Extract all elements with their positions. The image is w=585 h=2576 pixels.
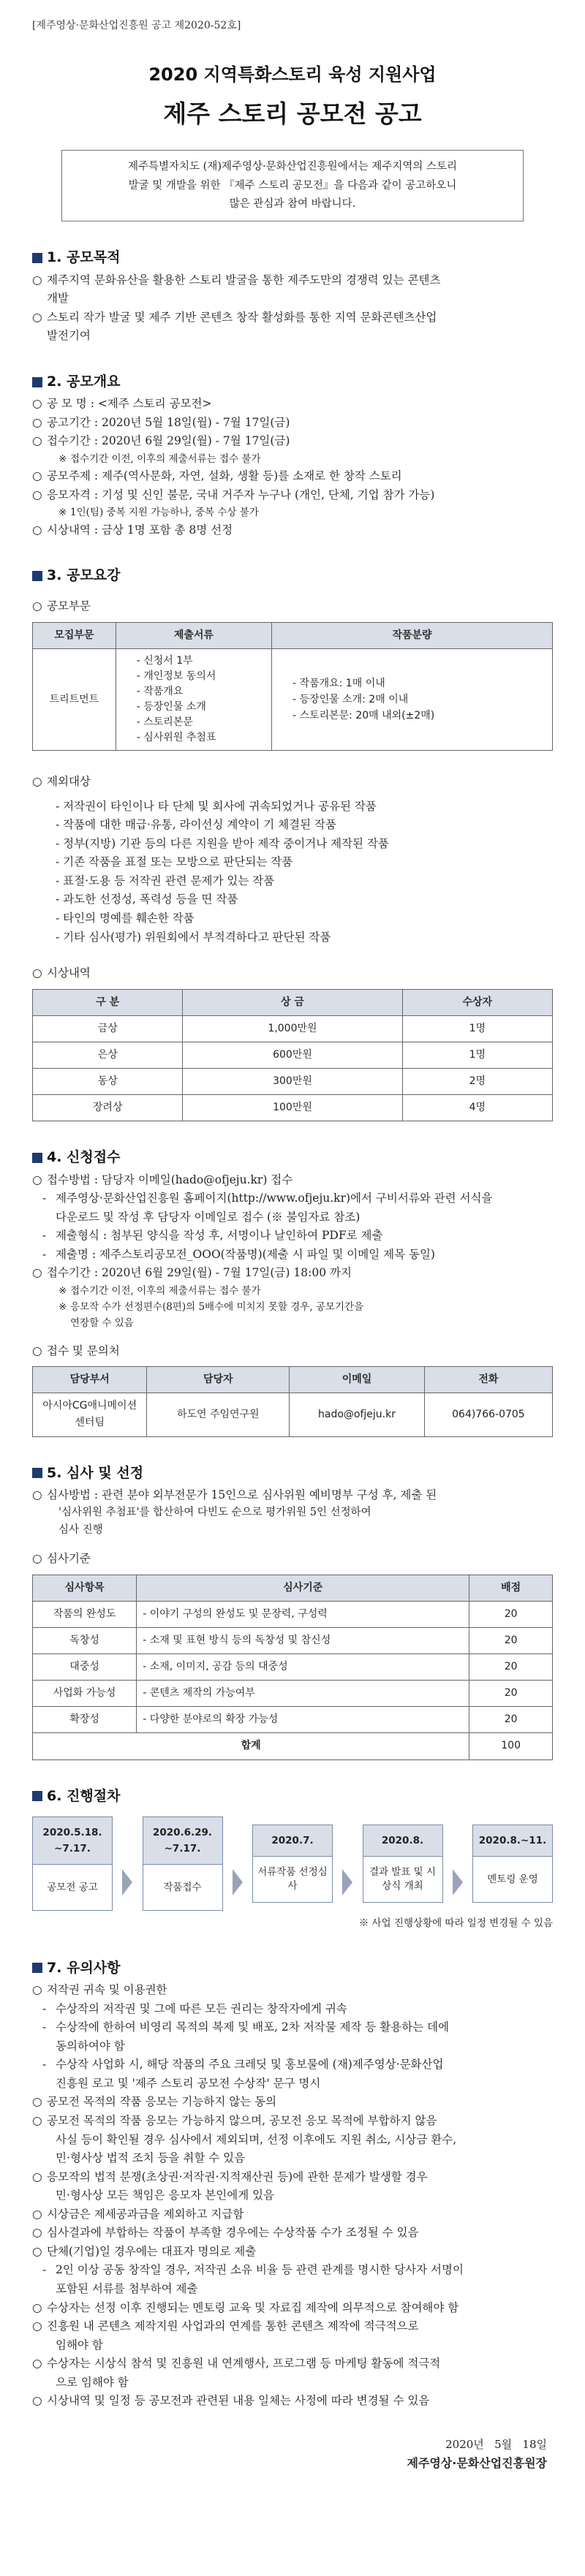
table-cell: 064)766-0705 <box>424 1393 552 1436</box>
list-item-text: 접수기간 : 2020년 6월 29일(월) - 7월 17일(금) 18:00 까지 <box>47 1266 352 1280</box>
circle-bullet-icon: ○ <box>32 775 42 789</box>
table-cell: 20 <box>469 1628 553 1654</box>
exclusion-list <box>32 798 553 947</box>
list-item-text: 제출명 : 제주스토리공모전_OOO(작품명)(제출 시 파일 및 이메일 제목 동일) <box>56 1247 435 1261</box>
table-cell: 아시아CG애니메이션 센터팀 <box>33 1393 147 1436</box>
list-item-text: 단체(기업)일 경우에는 대표자 명의로 제출 <box>47 2244 257 2258</box>
circle-bullet-icon: ○ <box>32 2319 42 2333</box>
contact-table <box>32 1366 553 1436</box>
list-item-text: 제출형식 : 첨부된 양식을 작성 후, 서명이나 날인하여 PDF로 제출 <box>56 1229 383 1243</box>
process-step <box>363 1825 443 1903</box>
section-application <box>32 1146 553 1436</box>
exclusion-item: - 기존 작품을 표절 또는 모방으로 판단되는 작품 <box>56 855 293 869</box>
arrow-right-icon <box>342 1869 352 1895</box>
circle-bullet-icon: ○ <box>32 1344 42 1357</box>
table-cell: 장려상 <box>33 1095 183 1121</box>
list-item <box>32 1208 553 1227</box>
arrow-right-icon <box>453 1869 463 1895</box>
section-heading-text: 3. 공모요강 <box>47 567 121 584</box>
list-item-text: 접수기간 : 2020년 6월 29일(월) - 7월 17일(금) <box>47 434 290 448</box>
list-item-text: 공모주제 : 제주(역사문화, 자연, 설화, 생활 등)를 소재로 한 창작 스토리 <box>47 469 402 483</box>
section-notes <box>32 1957 553 2411</box>
section-heading <box>32 246 553 269</box>
table-header: 배점 <box>469 1575 553 1601</box>
subheading-text: 시상내역 <box>47 966 91 980</box>
table-cell: 은상 <box>33 1042 183 1068</box>
list-item-text: 심사방법 : 관련 분야 외부전문가 15인으로 심사위원 예비명부 구성 후, 제출 된 <box>47 1488 437 1501</box>
page-subtitle: 제주 스토리 공모전 공고 <box>163 99 422 128</box>
table-header: 작품분량 <box>272 623 553 649</box>
table-row <box>33 1095 553 1121</box>
section-heading <box>32 1957 553 1980</box>
list-item-text: 제주지역 문화유산을 활용한 스토리 발굴을 통한 제주도만의 경쟁력 있는 콘텐츠 <box>47 273 441 287</box>
section-heading <box>32 1785 553 1808</box>
list-item <box>32 1315 553 1331</box>
table-cell: 100만원 <box>183 1095 402 1121</box>
doc-item: - 등장인물 소개 <box>136 701 206 713</box>
list-item-text: 진흥원 로고 및 '제주 스토리 공모전 수상작' 문구 명시 <box>56 2076 321 2090</box>
list-item-text: 응모작 수가 선정편수(8편)의 5배수에 미치지 못할 경우, 공모기간을 <box>70 1301 364 1314</box>
circle-bullet-icon: ○ <box>32 2113 42 2127</box>
table-header: 담당부서 <box>33 1367 147 1393</box>
list-item <box>32 2037 553 2056</box>
step-date: 2020.8.~11. <box>473 1825 552 1857</box>
list-item <box>32 2392 553 2411</box>
list-item-text: 으로 임해야 함 <box>56 2375 129 2389</box>
step-label: 서류작품 선정심사 <box>257 1866 328 1893</box>
list-item <box>32 1522 553 1539</box>
table-row <box>33 1681 553 1707</box>
category-table <box>32 622 553 751</box>
list-item-text: 민·형사상 법적 조치 등을 취할 수 있음 <box>56 2151 246 2165</box>
circle-bullet-icon: ○ <box>32 1488 42 1501</box>
circle-bullet-icon: ○ <box>32 2357 42 2371</box>
list-item-text: 1인(팀) 중복 지원 가능하나, 중복 수상 불가 <box>70 507 259 519</box>
amount-item: - 등장인물 소개: 2매 이내 <box>292 693 409 705</box>
circle-bullet-icon: ○ <box>32 415 42 429</box>
step-date: 2020.8. <box>363 1825 442 1857</box>
circle-bullet-icon: ○ <box>32 2244 42 2258</box>
subheading-text: 공모부문 <box>47 599 91 613</box>
step-label: 작품접수 <box>163 1881 202 1893</box>
circle-bullet-icon: ○ <box>32 2207 42 2221</box>
process-flow <box>32 1817 553 1912</box>
table-cell: 2명 <box>402 1069 552 1095</box>
list-item <box>32 2000 553 2019</box>
list-item <box>32 1246 553 1265</box>
table-header: 담당자 <box>147 1367 290 1393</box>
table-cell: 20 <box>469 1681 553 1707</box>
list-item <box>32 2186 553 2205</box>
list-item <box>32 2168 553 2187</box>
list-item-text: 수상자는 선정 이후 진행되는 멘토링 교육 및 자료집 제작에 의무적으로 참여해야 함 <box>47 2300 459 2314</box>
section-heading-text: 1. 공모목적 <box>47 249 121 266</box>
dash-bullet-icon: - <box>42 2263 47 2277</box>
section-heading <box>32 1146 553 1169</box>
intro-line: 많은 관심과 참여 바랍니다. <box>229 197 356 210</box>
list-item <box>32 2374 553 2393</box>
list-item <box>32 2336 553 2355</box>
list-item <box>32 2317 553 2336</box>
exclusion-item: - 타인의 명예를 훼손한 작품 <box>56 912 195 925</box>
circle-bullet-icon: ○ <box>32 2095 42 2109</box>
review-list <box>32 1486 553 1539</box>
reference-mark-icon: ※ <box>58 507 67 519</box>
list-item <box>32 289 553 308</box>
reference-mark-icon: ※ <box>58 452 67 465</box>
square-bullet-icon <box>32 377 42 387</box>
doc-item: - 신청서 1부 <box>136 655 193 667</box>
section-heading-text: 7. 유의사항 <box>47 1959 121 1976</box>
section-guidelines <box>32 564 553 1121</box>
list-item-text: 공 모 명 : <제주 스토리 공모전> <box>47 397 212 411</box>
list-item-text: 응모자격 : 기성 및 신인 불문, 국내 거주자 누구나 (개인, 단체, 기업 참가 가능) <box>47 488 435 501</box>
square-bullet-icon <box>32 1468 42 1478</box>
list-item <box>32 2261 553 2280</box>
list-item-text: 응모작의 법적 분쟁(초상권·저작권·지적재산권 등)에 관한 문제가 발생할 경우 <box>47 2170 428 2183</box>
list-item-text: 다운로드 및 작성 후 담당자 이메일로 접수 (※ 불임자료 참조) <box>56 1210 361 1224</box>
list-item <box>32 2355 553 2374</box>
list-item <box>32 1981 553 2000</box>
table-cell: 300만원 <box>183 1069 402 1095</box>
table-cell: - 다양한 분야로의 확장 가능성 <box>137 1707 469 1733</box>
table-cell: 독창성 <box>33 1628 137 1654</box>
list-item <box>32 1264 553 1283</box>
process-step <box>143 1817 223 1912</box>
subheading <box>32 1550 553 1569</box>
dash-bullet-icon: - <box>42 1192 47 1205</box>
table-cell: - 이야기 구성의 완성도 및 문장력, 구성력 <box>137 1601 469 1627</box>
list-item-text: 접수기간 이전, 이후의 제출서류는 접수 불가 <box>70 452 261 465</box>
prize-table <box>32 989 553 1121</box>
subheading <box>32 964 553 983</box>
amount-item: - 작품개요: 1매 이내 <box>292 677 385 689</box>
square-bullet-icon <box>32 1153 42 1163</box>
list-item-text: 발전기여 <box>47 329 91 343</box>
list-item-text: 접수기간 이전, 이후의 제출서류는 접수 불가 <box>70 1284 261 1297</box>
circle-bullet-icon: ○ <box>32 488 42 501</box>
page-title: 2020 지역특화스토리 육성 지원사업 <box>148 64 437 86</box>
dash-bullet-icon: - <box>42 2001 47 2015</box>
table-cell: 대중성 <box>33 1654 137 1681</box>
table-cell: 트리트먼트 <box>33 649 116 751</box>
list-item <box>32 308 553 327</box>
table-cell: 4명 <box>402 1095 552 1121</box>
doc-item: - 작품개요 <box>136 686 184 698</box>
table-cell: - 소재, 이미지, 공감 등의 대중성 <box>137 1654 469 1681</box>
arrow-right-icon <box>233 1869 243 1895</box>
section-heading <box>32 1462 553 1485</box>
table-cell-docs <box>116 649 271 751</box>
table-cell: - 콘텐츠 제작의 가능여부 <box>137 1681 469 1707</box>
list-item-text: 수상작 사업화 시, 해당 작품의 주요 크레딧 및 홍보물에 (재)제주영상·문화산업 <box>56 2058 444 2072</box>
list-item <box>32 2056 553 2075</box>
notice-number: [제주영상·문화산업진흥원 공고 제2020-52호] <box>32 20 241 31</box>
list-item <box>32 467 553 486</box>
circle-bullet-icon: ○ <box>32 273 42 287</box>
subheading <box>32 597 553 616</box>
list-item <box>32 504 553 520</box>
list-item <box>32 2093 553 2112</box>
dash-bullet-icon: - <box>42 2020 47 2034</box>
list-item <box>32 2112 553 2131</box>
list-item <box>32 2243 553 2262</box>
exclusion-item: - 표절·도용 등 저작권 관련 문제가 있는 작품 <box>56 874 275 887</box>
circle-bullet-icon: ○ <box>32 397 42 411</box>
table-row <box>33 1707 553 1733</box>
table-header: 심사기준 <box>137 1575 469 1601</box>
doc-item: - 개인정보 동의서 <box>136 670 216 683</box>
step-label: 공모전 공고 <box>47 1881 98 1893</box>
table-cell: - 소재 및 표현 방식 등의 독창성 및 참신성 <box>137 1628 469 1654</box>
step-label: 멘토링 운영 <box>487 1873 538 1885</box>
list-item-text: 시상금은 제세공과금을 제외하고 지급함 <box>47 2207 244 2221</box>
circle-bullet-icon: ○ <box>32 469 42 483</box>
table-cell-amount <box>272 649 553 751</box>
table-cell: 20 <box>469 1654 553 1681</box>
table-row <box>33 1015 553 1042</box>
circle-bullet-icon: ○ <box>32 1552 42 1566</box>
table-cell: 600만원 <box>183 1042 402 1068</box>
list-item <box>32 2075 553 2094</box>
list-item-text: 수상자는 시상식 참석 및 진흥원 내 연계행사, 프로그램 등 마케팅 활동에 적극적 <box>47 2357 441 2371</box>
section-heading <box>32 564 553 587</box>
circle-bullet-icon: ○ <box>32 1983 42 1996</box>
list-item <box>32 2018 553 2037</box>
list-item-text: 제주영상·문화산업진흥원 홈페이지(http://www.ofjeju.kr)에서 구비서류와 관련 서식을 <box>56 1192 493 1205</box>
list-item-text: 진흥원 내 콘텐츠 제작지원 사업과의 연계를 통한 콘텐츠 제작에 적극적으로 <box>47 2319 419 2333</box>
list-item-text: 심사 진행 <box>58 1524 103 1537</box>
subheading-text: 제외대상 <box>47 775 91 789</box>
circle-bullet-icon: ○ <box>32 1173 42 1186</box>
list-item <box>32 486 553 505</box>
criteria-table <box>32 1575 553 1760</box>
total-value: 100 <box>469 1733 553 1759</box>
issue-date: 2020년 5월 18일 <box>445 2437 547 2451</box>
section-process <box>32 1785 553 1932</box>
section-heading-text: 5. 심사 및 선정 <box>47 1464 144 1481</box>
list-item <box>32 1227 553 1246</box>
list-item-text: 임해야 함 <box>56 2338 103 2352</box>
dash-bullet-icon: - <box>42 1247 47 1261</box>
list-item-text: 2인 이상 공동 창작일 경우, 저작권 소유 비율 등 관련 관계를 명시한 당사자 서명이 <box>56 2263 464 2277</box>
section-heading-text: 2. 공모개요 <box>47 373 121 390</box>
table-header: 심사항목 <box>33 1575 137 1601</box>
step-date: 2020.6.29. ~7.17. <box>143 1817 222 1865</box>
list-item-text: '심사위원 추첨표'를 합산하여 다빈도 순으로 평가위원 5인 선정하여 <box>58 1507 371 1519</box>
table-row <box>33 1628 553 1654</box>
list-item <box>32 1504 553 1522</box>
process-note: ※ 사업 진행상황에 따라 일정 변경될 수 있음 <box>358 1917 553 1930</box>
table-row <box>33 1069 553 1095</box>
table-row <box>33 1601 553 1627</box>
doc-item: - 심사위원 추첨표 <box>136 732 216 744</box>
list-item <box>32 1171 553 1190</box>
overview-list <box>32 395 553 539</box>
table-cell: 20 <box>469 1601 553 1627</box>
list-item <box>32 1486 553 1505</box>
process-step <box>472 1825 553 1903</box>
notes-list <box>32 1981 553 2411</box>
list-item <box>32 414 553 433</box>
intro-line: 발굴 및 개발을 위한 『제주 스토리 공모전』을 다음과 같이 공고하오니 <box>128 179 457 192</box>
exclusion-item: - 정부(지방) 기관 등의 다른 지원을 받아 제작 중이거나 제작된 작품 <box>56 836 389 850</box>
exclusion-item: - 작품에 대한 매급·유통, 라이선싱 계약이 기 체결된 작품 <box>56 818 336 832</box>
section-review <box>32 1462 553 1760</box>
table-cell: 확장성 <box>33 1707 137 1733</box>
circle-bullet-icon: ○ <box>32 966 42 980</box>
table-cell: 금상 <box>33 1015 183 1042</box>
table-cell: 20 <box>469 1707 553 1733</box>
table-row <box>33 1042 553 1068</box>
list-item-text: 접수방법 : 담당자 이메일(hado@ofjeju.kr) 접수 <box>47 1173 293 1186</box>
list-item <box>32 2224 553 2243</box>
circle-bullet-icon: ○ <box>32 2300 42 2314</box>
email-link[interactable]: hado@ofjeju.kr <box>290 1393 425 1436</box>
section-purpose <box>32 246 553 346</box>
list-item <box>32 327 553 346</box>
circle-bullet-icon: ○ <box>32 310 42 324</box>
list-item-text: 사실 등이 확인될 경우 심사에서 제외되며, 선정 이후에도 지원 취소, 시상금 환수, <box>56 2132 457 2146</box>
circle-bullet-icon: ○ <box>32 434 42 448</box>
dash-bullet-icon: - <box>42 2058 47 2072</box>
circle-bullet-icon: ○ <box>32 2394 42 2408</box>
table-cell: 1명 <box>402 1015 552 1042</box>
table-header: 이메일 <box>290 1367 425 1393</box>
amount-item: - 스토리본문: 20매 내외(±2매) <box>292 710 435 722</box>
application-list <box>32 1171 553 1332</box>
list-item <box>32 2205 553 2224</box>
circle-bullet-icon: ○ <box>32 2170 42 2183</box>
reference-mark-icon: ※ <box>58 1284 67 1297</box>
list-item-text: 공모전 목적의 작품 응모는 기능하지 않는 동의 <box>47 2095 277 2109</box>
square-bullet-icon <box>32 1791 42 1801</box>
section-heading-text: 6. 진행절차 <box>47 1787 121 1804</box>
purpose-list <box>32 271 553 346</box>
list-item <box>32 451 553 467</box>
list-item-text: 동의하여야 함 <box>56 2039 125 2053</box>
table-header: 전화 <box>424 1367 552 1393</box>
subheading <box>32 773 553 792</box>
list-item-text: 시상내역 : 금상 1명 포함 총 8명 선정 <box>47 523 233 537</box>
list-item-text: 시상내역 및 일정 등 공모전과 관련된 내용 일체는 사정에 따라 변경될 수 있음 <box>47 2394 430 2408</box>
list-item <box>32 1299 553 1315</box>
table-cell: 사업화 가능성 <box>33 1681 137 1707</box>
table-cell: 동상 <box>33 1069 183 1095</box>
list-item-text: 스토리 작가 발굴 및 제주 기반 콘텐츠 창작 활성화를 통한 지역 문화콘텐츠산업 <box>47 310 437 324</box>
table-header: 제출서류 <box>116 623 271 649</box>
exclusion-item: - 저작권이 타인이나 타 단체 및 회사에 귀속되었거나 공유된 작품 <box>56 799 377 813</box>
circle-bullet-icon: ○ <box>32 1266 42 1280</box>
step-date: 2020.5.18. ~7.17. <box>33 1817 112 1865</box>
arrow-right-icon <box>122 1869 132 1895</box>
issuer-name: 제주영상·문화산업진흥원장 <box>407 2455 547 2470</box>
list-item <box>32 521 553 540</box>
intro-box <box>61 150 524 221</box>
list-item-text: 수상작에 한하여 비영리 목적의 복제 및 배포, 2차 저작물 제작 등 활용하는 데에 <box>56 2020 450 2034</box>
section-heading <box>32 371 553 393</box>
list-item <box>32 2149 553 2168</box>
list-item <box>32 2299 553 2318</box>
total-row <box>33 1733 553 1759</box>
table-header: 구 분 <box>33 989 183 1015</box>
square-bullet-icon <box>32 253 42 263</box>
table-header: 수상자 <box>402 989 552 1015</box>
dash-bullet-icon: - <box>42 1229 47 1243</box>
process-step <box>32 1817 113 1912</box>
step-date: 2020.7. <box>253 1825 332 1857</box>
list-item-text: 연장할 수 있음 <box>70 1317 134 1330</box>
doc-item: - 스토리본문 <box>136 716 193 729</box>
circle-bullet-icon: ○ <box>32 2226 42 2240</box>
subheading-text: 심사기준 <box>47 1552 91 1566</box>
circle-bullet-icon: ○ <box>32 523 42 537</box>
square-bullet-icon <box>32 571 42 581</box>
table-row <box>33 1654 553 1681</box>
list-item-text: 심사결과에 부합하는 작품이 부족할 경우에는 수상작품 수가 조정될 수 있음 <box>47 2226 419 2240</box>
table-cell: 1명 <box>402 1042 552 1068</box>
total-label: 합계 <box>33 1733 469 1759</box>
list-item <box>32 2280 553 2299</box>
square-bullet-icon <box>32 1963 42 1973</box>
subheading-text: 접수 및 문의처 <box>47 1344 120 1357</box>
table-cell: 하도연 주임연구원 <box>147 1393 290 1436</box>
list-item <box>32 271 553 290</box>
list-item-text: 개발 <box>47 292 69 306</box>
list-item-text: 저작권 귀속 및 이용권한 <box>47 1983 167 1996</box>
step-label: 결과 발표 및 시상식 개최 <box>369 1866 437 1893</box>
section-heading-text: 4. 신청접수 <box>47 1149 121 1166</box>
list-item <box>32 1283 553 1299</box>
table-header: 상 금 <box>183 989 402 1015</box>
list-item <box>32 432 553 451</box>
section-overview <box>32 371 553 539</box>
exclusion-item: - 기타 심사(평가) 위원회에서 부적격하다고 판단된 작품 <box>56 930 331 944</box>
circle-bullet-icon: ○ <box>32 599 42 613</box>
list-item-text: 공고기간 : 2020년 5월 18일(월) - 7월 17일(금) <box>47 415 290 429</box>
list-item <box>32 395 553 414</box>
exclusion-item: - 과도한 선정성, 폭력성 등을 띤 작품 <box>56 893 238 906</box>
reference-mark-icon: ※ <box>58 1301 67 1314</box>
process-step <box>252 1825 333 1903</box>
list-item <box>32 1189 553 1208</box>
subheading <box>32 1342 553 1361</box>
list-item <box>32 2131 553 2150</box>
list-item-text: 공모전 목적의 작품 응모는 가능하지 않으며, 공모전 응모 목적에 부합하지 않음 <box>47 2113 437 2127</box>
list-item-text: 민·형사상 모든 책임은 응모자 본인에게 있음 <box>56 2189 275 2202</box>
table-cell: 1,000만원 <box>183 1015 402 1042</box>
table-cell: 작품의 완성도 <box>33 1601 137 1627</box>
table-header: 모집부문 <box>33 623 116 649</box>
list-item-text: 포함된 서류를 첨부하여 제출 <box>56 2282 198 2295</box>
list-item-text: 수상작의 저작권 및 그에 따른 모든 권리는 창작자에게 귀속 <box>56 2001 347 2015</box>
intro-line: 제주특별자치도 (재)제주영상·문화산업진흥원에서는 제주지역의 스토리 <box>128 161 457 173</box>
